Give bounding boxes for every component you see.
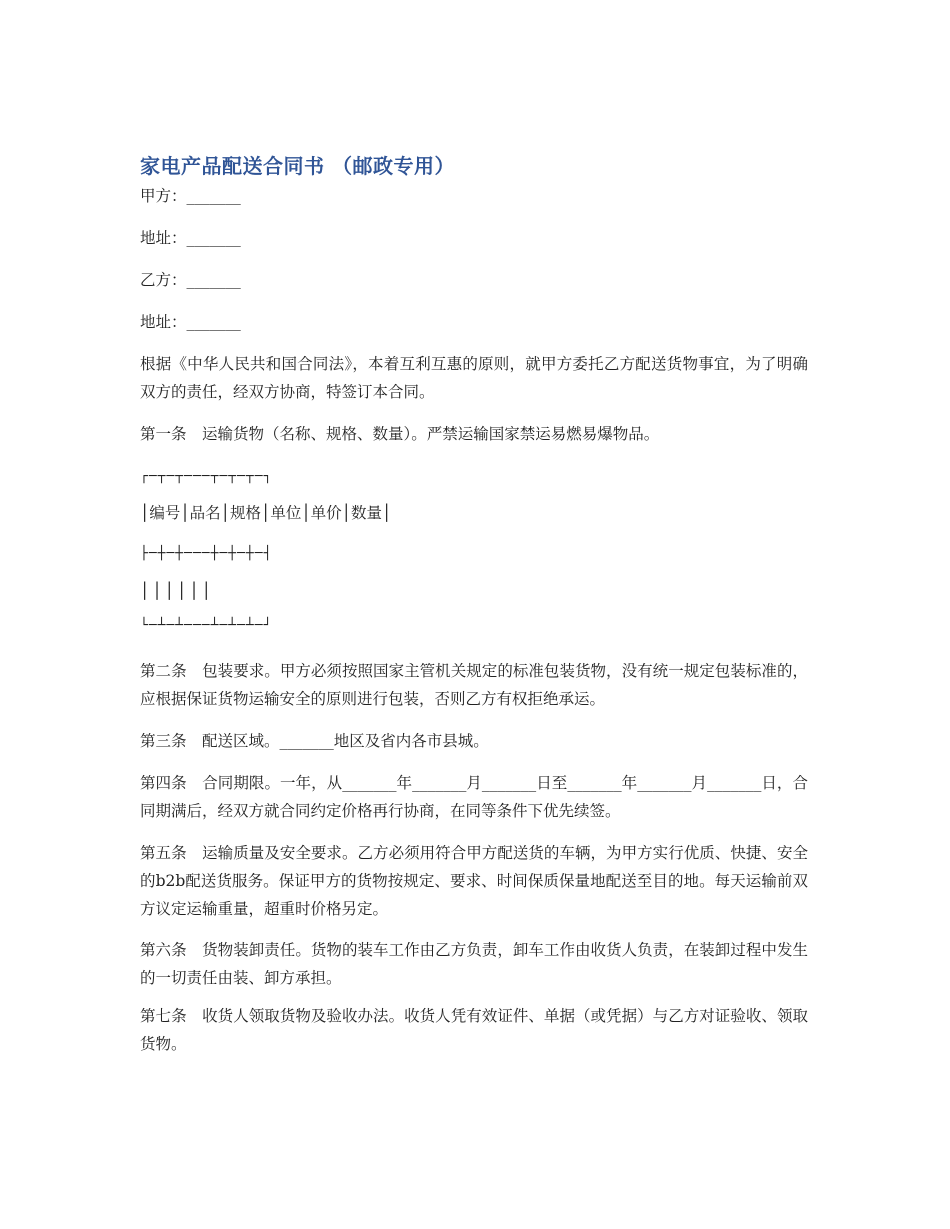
party-b-address-line: 地址：_______ xyxy=(140,313,241,331)
table-bottom-border: └─┴─┴───┴─┴─┴─┘ xyxy=(140,618,273,633)
party-a-line: 甲方：_______ xyxy=(140,187,241,205)
document-title: 家电产品配送合同书 （邮政专用） xyxy=(140,154,455,178)
article-6: 第六条 货物装卸责任。货物的装车工作由乙方负责，卸车工作由收货人负责，在装卸过程中发生的一切责任由装、卸方承担。 xyxy=(140,941,808,987)
article-3: 第三条 配送区域。_______地区及省内各市县城。 xyxy=(140,732,489,750)
party-a-address-line: 地址：_______ xyxy=(140,229,241,247)
table-header-row: │编号│品名│规格│单位│单价│数量│ xyxy=(140,504,392,522)
intro-paragraph: 根据《中华人民共和国合同法》，本着互利互惠的原则，就甲方委托乙方配送货物事宜，为了明确双方的责任，经双方协商，特签订本合同。 xyxy=(140,355,808,401)
article-5: 第五条 运输质量及安全要求。乙方必须用符合甲方配送货的车辆，为甲方实行优质、快捷、安全的b2b配送货服务。保证甲方的货物按规定、要求、时间保质保量地配送至目的地。每天运输前双方议定运输重量，超重时价格另定。 xyxy=(140,844,808,918)
article-2: 第二条 包装要求。甲方必须按照国家主管机关规定的标准包装货物，没有统一规定包装标准的，应根据保证货物运输安全的原则进行包装，否则乙方有权拒绝承运。 xyxy=(140,662,808,708)
table-middle-border: ├─┼─┼───┼─┼─┼─┤ xyxy=(140,546,273,561)
party-b-line: 乙方：_______ xyxy=(140,271,241,289)
table-empty-row: ││││││ xyxy=(140,582,214,600)
table-top-border: ┌─┬─┬───┬─┬─┬─┐ xyxy=(140,469,273,484)
article-7: 第七条 收货人领取货物及验收办法。收货人凭有效证件、单据（或凭据）与乙方对证验收、领取货物。 xyxy=(140,1007,808,1053)
article-4: 第四条 合同期限。一年，从_______年_______月_______日至_______年_______月_______日，合同期满后，经双方就合同约定价格再行协商，在同等条件下优先续签。 xyxy=(140,774,808,820)
article-1: 第一条 运输货物（名称、规格、数量）。严禁运输国家禁运易燃易爆物品。 xyxy=(140,425,660,443)
